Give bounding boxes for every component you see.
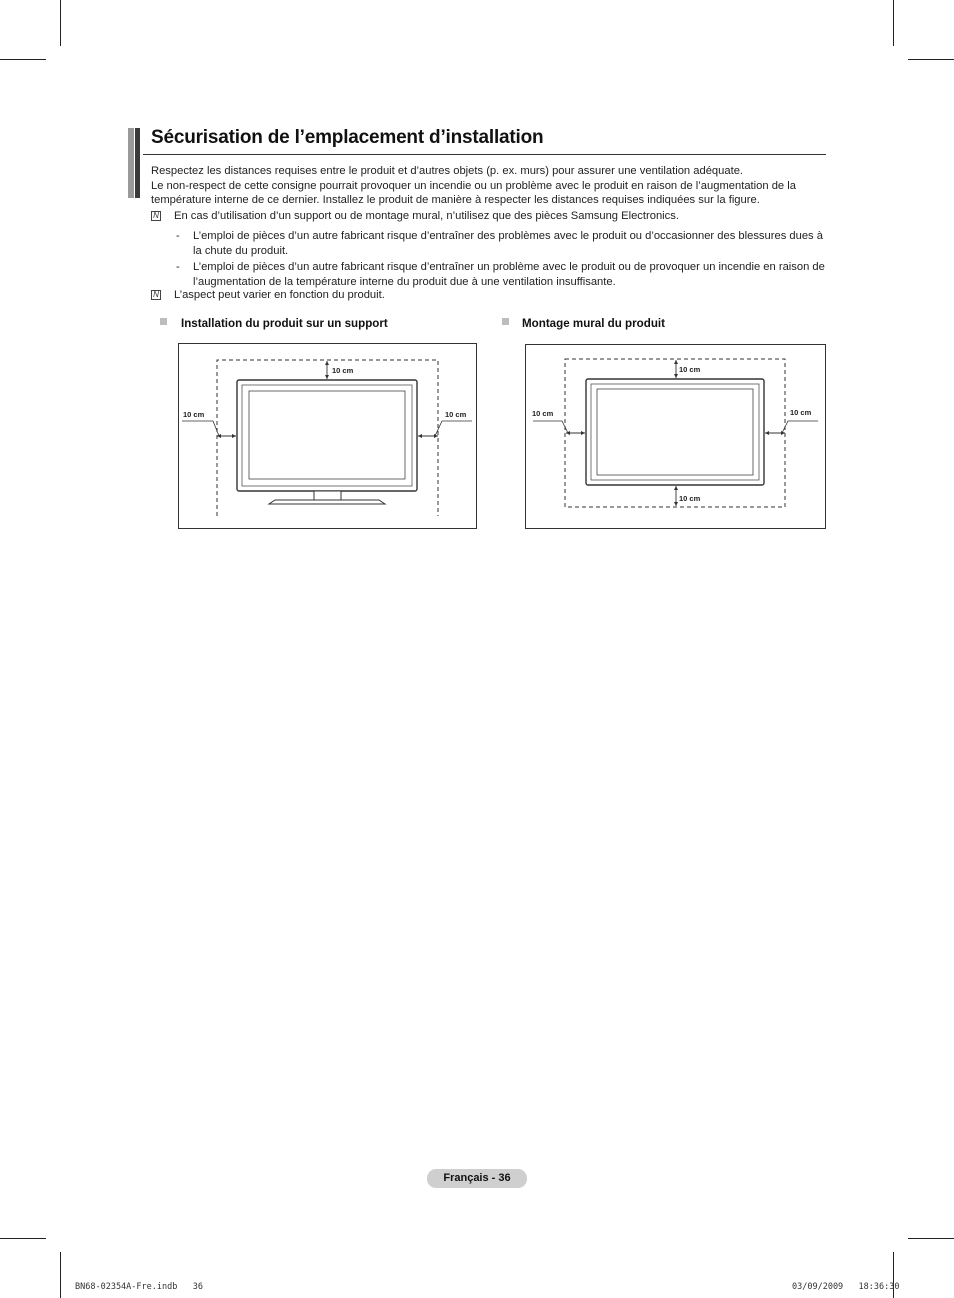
stand-figure-heading: Installation du produit sur un support xyxy=(181,317,388,330)
intro-paragraph xyxy=(151,164,827,208)
page-title: Sécurisation de l’emplacement d’installation xyxy=(151,127,544,148)
note-text: L’aspect peut varier en fonction du produit. xyxy=(174,289,385,301)
dash-text: L’emploi de pièces d’un autre fabricant risque d’entraîner des problèmes avec le produit ou d’occasionner des blessures dues à la chute du produit. xyxy=(193,230,823,257)
page-number-badge: Français - 36 xyxy=(427,1169,527,1188)
note-icon: N xyxy=(151,290,161,300)
top-clearance-label: 10 cm xyxy=(679,365,701,374)
crop-mark xyxy=(908,59,954,60)
crop-mark xyxy=(893,0,894,46)
print-slug-date: 03/09/2009 18:36:30 xyxy=(792,1282,900,1292)
title-accent-bar xyxy=(128,128,140,198)
note-text: En cas d’utilisation d’un support ou de montage mural, n’utilisez que des pièces Samsung Electronics. xyxy=(174,210,679,222)
dash-list-item xyxy=(176,229,826,258)
square-bullet-icon xyxy=(160,318,167,325)
crop-mark xyxy=(60,0,61,46)
wall-tv-illustration xyxy=(526,345,825,528)
left-clearance-label: 10 cm xyxy=(183,410,205,419)
top-clearance-label: 10 cm xyxy=(332,366,354,375)
right-clearance-label: 10 cm xyxy=(445,410,467,419)
wall-mount-diagram xyxy=(525,344,826,529)
title-divider xyxy=(143,154,826,155)
crop-mark xyxy=(60,1252,61,1298)
crop-mark xyxy=(908,1238,954,1239)
dash-bullet: - xyxy=(176,261,180,273)
left-clearance-label: 10 cm xyxy=(532,409,554,418)
stand-installation-diagram xyxy=(178,343,477,529)
note-icon: N xyxy=(151,211,161,221)
dash-bullet: - xyxy=(176,230,180,242)
print-slug-file: BN68-02354A-Fre.indb 36 xyxy=(75,1282,203,1292)
crop-mark xyxy=(0,59,46,60)
dash-text: L’emploi de pièces d’un autre fabricant risque d’entraîner un problème avec le produit ou de provoquer un incendie en raison de l’augmentation de la température interne du produit due à une ventilation insuffisante. xyxy=(193,261,825,288)
wall-figure-heading: Montage mural du produit xyxy=(522,317,665,330)
dash-list-item xyxy=(176,260,826,289)
crop-mark xyxy=(0,1238,46,1239)
intro-line-2: Le non-respect de cette consigne pourrait provoquer un incendie ou un problème avec le produit en raison de l’augmentation de la température interne de ce dernier. Installez le produit de manière à respecter les distances requises indiquées sur la figure. xyxy=(151,179,796,207)
square-bullet-icon xyxy=(502,318,509,325)
intro-line-1: Respectez les distances requises entre le produit et d’autres objets (p. ex. murs) pour assurer une ventilation adéquate. xyxy=(151,165,744,177)
stand-tv-illustration xyxy=(179,344,476,528)
right-clearance-label: 10 cm xyxy=(790,408,812,417)
bottom-clearance-label: 10 cm xyxy=(679,494,701,503)
